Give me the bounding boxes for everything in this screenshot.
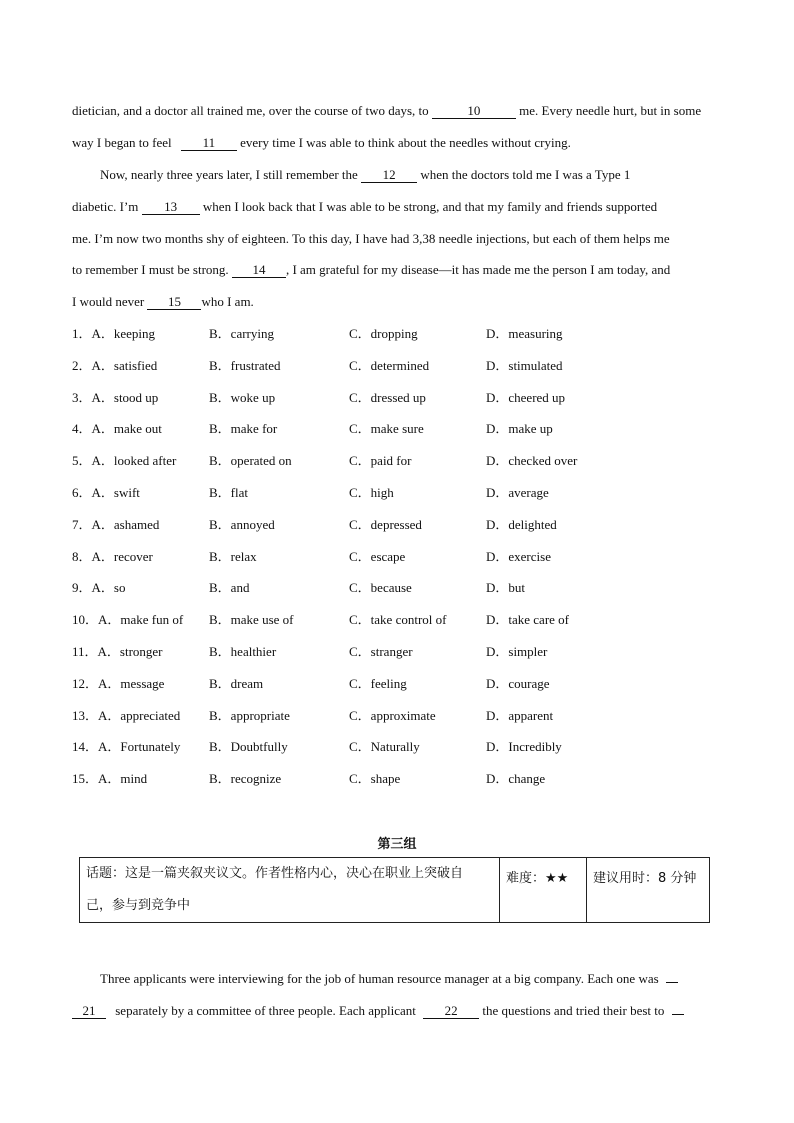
option-b: B．dream bbox=[209, 676, 264, 691]
option-c: C．feeling bbox=[349, 676, 407, 691]
option-b: B．frustrated bbox=[209, 358, 281, 373]
option-c: C．depressed bbox=[349, 517, 422, 532]
passage-line bbox=[72, 103, 724, 119]
option-a: 15．A．mind bbox=[72, 771, 148, 786]
passage-line bbox=[72, 199, 724, 215]
option-c: C．shape bbox=[349, 771, 401, 786]
passage-text: I would never bbox=[72, 294, 145, 309]
option-a: 14．A．Fortunately bbox=[72, 739, 181, 754]
passage-text: to remember I must be strong. bbox=[72, 262, 229, 277]
option-b: B．relax bbox=[209, 549, 257, 564]
option-a: 8．A．recover bbox=[72, 549, 153, 564]
passage2-line bbox=[100, 971, 724, 987]
passage-text: me. I’m now two months shy of eighteen. To this day, I have had 3,38 needle injections, but each of them helps me bbox=[72, 231, 670, 246]
option-a: 5．A．looked after bbox=[72, 453, 177, 468]
option-d: D．change bbox=[486, 771, 546, 786]
blank-21-start bbox=[666, 982, 678, 983]
option-d: D．Incredibly bbox=[486, 739, 562, 754]
option-a: 3．A．stood up bbox=[72, 390, 159, 405]
option-c: C．stranger bbox=[349, 644, 413, 659]
option-b: B．make use of bbox=[209, 612, 294, 627]
passage-text: diabetic. I’m bbox=[72, 199, 139, 214]
option-a: 6．A．swift bbox=[72, 485, 140, 500]
option-c: C．paid for bbox=[349, 453, 412, 468]
option-a: 7．A．ashamed bbox=[72, 517, 160, 532]
option-a: 12．A．message bbox=[72, 676, 165, 691]
option-c: C．dressed up bbox=[349, 390, 426, 405]
option-b: B．flat bbox=[209, 485, 248, 500]
blank-22: 22 bbox=[423, 1004, 479, 1019]
passage-line bbox=[72, 135, 724, 151]
option-c: C．because bbox=[349, 580, 412, 595]
time-cell: 建议用时：8 分钟 bbox=[587, 858, 710, 923]
option-d: D．cheered up bbox=[486, 390, 566, 405]
option-c: C．escape bbox=[349, 549, 406, 564]
option-b: B．healthier bbox=[209, 644, 277, 659]
option-a: 1．A．keeping bbox=[72, 326, 156, 341]
option-d: D．delighted bbox=[486, 517, 557, 532]
blank-13: 13 bbox=[142, 200, 200, 215]
option-d: D．exercise bbox=[486, 549, 551, 564]
passage-text: , I am grateful for my disease—it has made me the person I am today, and bbox=[285, 262, 671, 277]
option-b: B．carrying bbox=[209, 326, 274, 341]
passage-line bbox=[72, 231, 724, 247]
option-d: D．checked over bbox=[486, 453, 578, 468]
info-table bbox=[79, 857, 710, 923]
blank-11: 11 bbox=[181, 136, 237, 151]
blank-21: 21 bbox=[72, 1004, 106, 1019]
option-b: B．annoyed bbox=[209, 517, 275, 532]
option-d: D．take care of bbox=[486, 612, 570, 627]
option-b: B．appropriate bbox=[209, 708, 290, 723]
passage-text: Now, nearly three years later, I still remember the bbox=[100, 167, 358, 182]
option-d: D．but bbox=[486, 580, 526, 595]
passage2-text: separately by a committee of three people. Each applicant bbox=[115, 1003, 416, 1018]
option-c: C．approximate bbox=[349, 708, 436, 723]
option-a: 4．A．make out bbox=[72, 421, 162, 436]
option-b: B．operated on bbox=[209, 453, 292, 468]
passage-line bbox=[72, 294, 724, 310]
option-d: D．stimulated bbox=[486, 358, 563, 373]
passage-line bbox=[72, 262, 724, 278]
option-a: 11．A．stronger bbox=[72, 644, 163, 659]
passage-line bbox=[100, 167, 724, 183]
passage-text: every time I was able to think about the needles without crying. bbox=[240, 135, 571, 150]
passage-text: me. Every needle hurt, but in some bbox=[519, 103, 702, 118]
blank-15: 15 bbox=[147, 295, 201, 310]
option-c: C．make sure bbox=[349, 421, 424, 436]
passage-text: when the doctors told me I was a Type 1 bbox=[420, 167, 631, 182]
topic-cell bbox=[80, 858, 500, 923]
option-a: 10．A．make fun of bbox=[72, 612, 184, 627]
option-d: D．make up bbox=[486, 421, 553, 436]
option-b: B．Doubtfully bbox=[209, 739, 288, 754]
option-b: B．recognize bbox=[209, 771, 282, 786]
option-d: D．average bbox=[486, 485, 549, 500]
option-b: B．make for bbox=[209, 421, 278, 436]
option-c: C．take control of bbox=[349, 612, 447, 627]
passage-text: dietician, and a doctor all trained me, over the course of two days, to bbox=[72, 103, 429, 118]
passage-text: who I am. bbox=[201, 294, 254, 309]
passage-text: way I began to feel bbox=[72, 135, 172, 150]
option-a: 2．A．satisfied bbox=[72, 358, 158, 373]
passage-text: when I look back that I was able to be strong, and that my family and friends supported bbox=[202, 199, 658, 214]
difficulty-cell: 难度：★★ bbox=[500, 858, 587, 923]
option-b: B．woke up bbox=[209, 390, 276, 405]
option-a: 9．A．so bbox=[72, 580, 126, 595]
option-d: D．simpler bbox=[486, 644, 548, 659]
section-title: 第三组 bbox=[377, 837, 417, 852]
blank-10: 10 bbox=[432, 104, 516, 119]
option-d: D．measuring bbox=[486, 326, 563, 341]
passage2-line bbox=[72, 1003, 724, 1019]
blank-12: 12 bbox=[361, 168, 417, 183]
option-b: B．and bbox=[209, 580, 250, 595]
option-d: D．courage bbox=[486, 676, 550, 691]
option-d: D．apparent bbox=[486, 708, 554, 723]
passage2-text: Three applicants were interviewing for the job of human resource manager at a big company. Each one was bbox=[100, 971, 659, 986]
option-c: C．high bbox=[349, 485, 394, 500]
option-c: C．dropping bbox=[349, 326, 418, 341]
blank-14: 14 bbox=[232, 263, 286, 278]
blank-23-start bbox=[672, 1014, 684, 1015]
option-a: 13．A．appreciated bbox=[72, 708, 181, 723]
topic-text: 己，参与到竞争中 bbox=[86, 898, 191, 913]
passage2-text: the questions and tried their best to bbox=[482, 1003, 665, 1018]
topic-text: 话题：这是一篇夹叙夹议文。作者性格内心，决心在职业上突破自 bbox=[86, 866, 464, 881]
option-c: C．Naturally bbox=[349, 739, 420, 754]
option-c: C．determined bbox=[349, 358, 430, 373]
